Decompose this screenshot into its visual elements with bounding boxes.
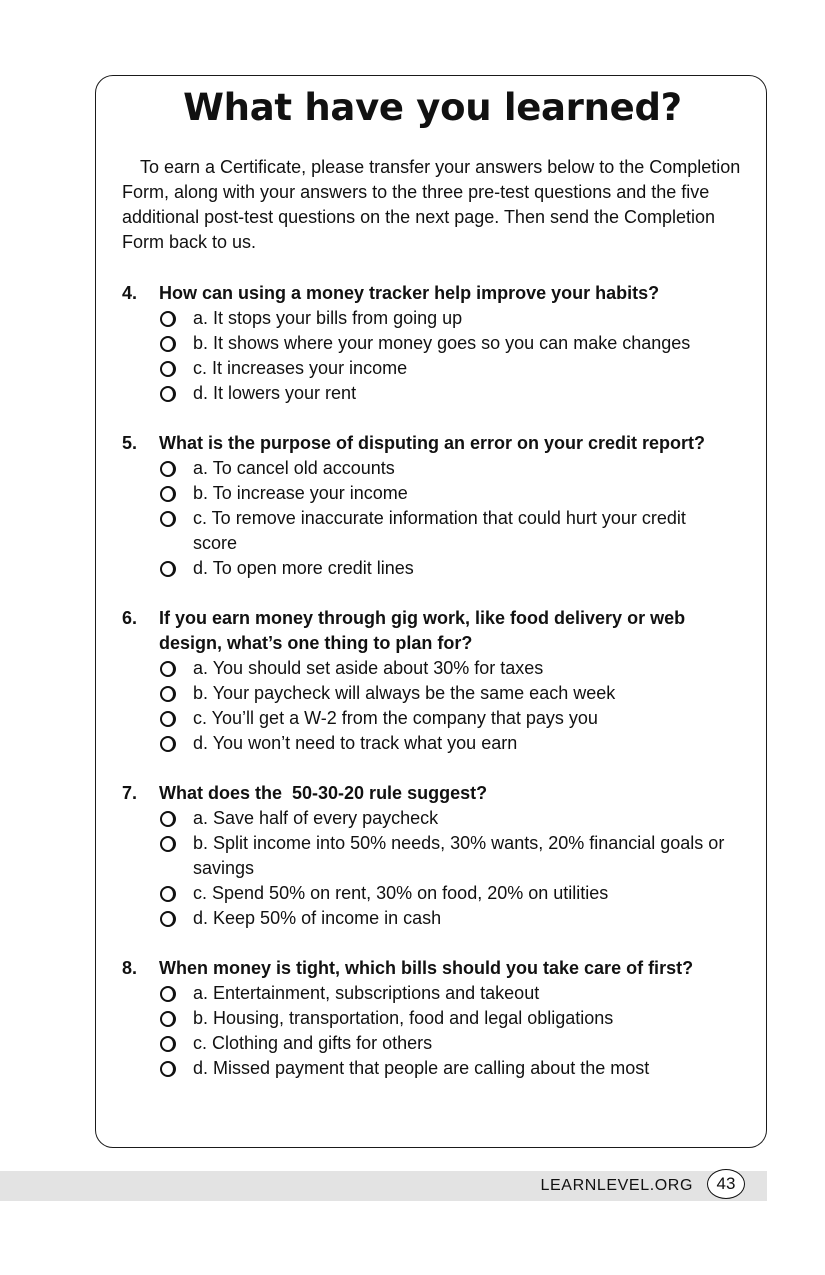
option-label: a. To cancel old accounts xyxy=(193,458,395,478)
option-5c[interactable] xyxy=(122,506,742,556)
option-4c[interactable] xyxy=(122,356,742,381)
option-6b[interactable] xyxy=(122,681,742,706)
question-text: What is the purpose of disputing an error on your credit report? xyxy=(159,433,706,453)
question-number: 7. xyxy=(122,783,138,803)
radio-circle-icon[interactable] xyxy=(160,386,176,402)
option-5a[interactable] xyxy=(122,456,742,481)
option-7c[interactable] xyxy=(122,881,742,906)
radio-circle-icon[interactable] xyxy=(160,886,176,902)
option-4a[interactable] xyxy=(122,306,742,331)
option-6d[interactable] xyxy=(122,731,742,756)
question-text: What does the 50-30-20 rule suggest? xyxy=(159,783,488,803)
radio-circle-icon[interactable] xyxy=(160,361,176,377)
option-7a[interactable] xyxy=(122,806,742,831)
option-5d[interactable] xyxy=(122,556,742,581)
page-title: What have you learned? xyxy=(183,86,682,129)
radio-circle-icon[interactable] xyxy=(160,711,176,727)
question-text: If you earn money through gig work, like food delivery or web design, what’s one thing to plan for? xyxy=(159,608,686,653)
option-label: d. Missed payment that people are calling about the most xyxy=(193,1058,650,1078)
option-8c[interactable] xyxy=(122,1031,742,1056)
answer-options xyxy=(122,806,742,931)
option-5b[interactable] xyxy=(122,481,742,506)
option-7d[interactable] xyxy=(122,906,742,931)
radio-circle-icon[interactable] xyxy=(160,1011,176,1027)
option-label: c. Spend 50% on rent, 30% on food, 20% on utilities xyxy=(193,883,609,903)
radio-circle-icon[interactable] xyxy=(160,336,176,352)
option-label: c. Clothing and gifts for others xyxy=(193,1033,433,1053)
radio-circle-icon[interactable] xyxy=(160,461,176,477)
option-label: a. Save half of every paycheck xyxy=(193,808,439,828)
option-4b[interactable] xyxy=(122,331,742,356)
option-label: b. To increase your income xyxy=(193,483,408,503)
answer-options xyxy=(122,656,742,756)
question-number: 6. xyxy=(122,608,138,628)
option-8a[interactable] xyxy=(122,981,742,1006)
question-7 xyxy=(122,781,742,931)
option-label: b. It shows where your money goes so you can make changes xyxy=(193,333,691,353)
option-label: b. Your paycheck will always be the same each week xyxy=(193,683,616,703)
option-label: c. To remove inaccurate information that could hurt your credit score xyxy=(193,508,686,553)
question-number: 4. xyxy=(122,283,138,303)
option-label: c. You’ll get a W-2 from the company that pays you xyxy=(193,708,598,728)
radio-circle-icon[interactable] xyxy=(160,1036,176,1052)
option-label: b. Split income into 50% needs, 30% wants, 20% financial goals or savings xyxy=(193,833,725,878)
footer-site-link[interactable]: LEARNLEVEL.ORG xyxy=(540,1177,693,1194)
option-label: a. It stops your bills from going up xyxy=(193,308,463,328)
question-text: How can using a money tracker help improve your habits? xyxy=(159,283,660,303)
question-4 xyxy=(122,281,742,406)
answer-options xyxy=(122,306,742,406)
option-label: d. To open more credit lines xyxy=(193,558,414,578)
radio-circle-icon[interactable] xyxy=(160,911,176,927)
radio-circle-icon[interactable] xyxy=(160,1061,176,1077)
radio-circle-icon[interactable] xyxy=(160,686,176,702)
radio-circle-icon[interactable] xyxy=(160,811,176,827)
radio-circle-icon[interactable] xyxy=(160,511,176,527)
question-text: When money is tight, which bills should you take care of first? xyxy=(159,958,694,978)
question-prompt xyxy=(122,431,742,456)
option-8d[interactable] xyxy=(122,1056,742,1081)
option-label: d. You won’t need to track what you earn xyxy=(193,733,518,753)
radio-circle-icon[interactable] xyxy=(160,836,176,852)
radio-circle-icon[interactable] xyxy=(160,486,176,502)
option-label: a. Entertainment, subscriptions and takeout xyxy=(193,983,540,1003)
option-8b[interactable] xyxy=(122,1006,742,1031)
question-prompt xyxy=(122,956,742,981)
answer-options xyxy=(122,981,742,1081)
question-number: 8. xyxy=(122,958,138,978)
question-prompt xyxy=(122,606,742,656)
page-number: 43 xyxy=(707,1169,745,1199)
radio-circle-icon[interactable] xyxy=(160,736,176,752)
question-8 xyxy=(122,956,742,1081)
option-7b[interactable] xyxy=(122,831,742,881)
intro-paragraph: To earn a Certificate, please transfer your answers below to the Completion Form, along with your answers to the three pre-test questions and the five additional post-test questions on the next page. Then send the Completion Form back to us. xyxy=(122,157,741,252)
option-6c[interactable] xyxy=(122,706,742,731)
question-5 xyxy=(122,431,742,581)
option-label: b. Housing, transportation, food and legal obligations xyxy=(193,1008,614,1028)
radio-circle-icon[interactable] xyxy=(160,661,176,677)
radio-circle-icon[interactable] xyxy=(160,561,176,577)
question-number: 5. xyxy=(122,433,138,453)
option-label: d. Keep 50% of income in cash xyxy=(193,908,442,928)
question-6 xyxy=(122,606,742,756)
question-prompt xyxy=(122,781,742,806)
option-label: d. It lowers your rent xyxy=(193,383,357,403)
answer-options xyxy=(122,456,742,581)
option-label: a. You should set aside about 30% for taxes xyxy=(193,658,544,678)
option-6a[interactable] xyxy=(122,656,742,681)
question-prompt xyxy=(122,281,742,306)
option-label: c. It increases your income xyxy=(193,358,408,378)
radio-circle-icon[interactable] xyxy=(160,311,176,327)
option-4d[interactable] xyxy=(122,381,742,406)
radio-circle-icon[interactable] xyxy=(160,986,176,1002)
